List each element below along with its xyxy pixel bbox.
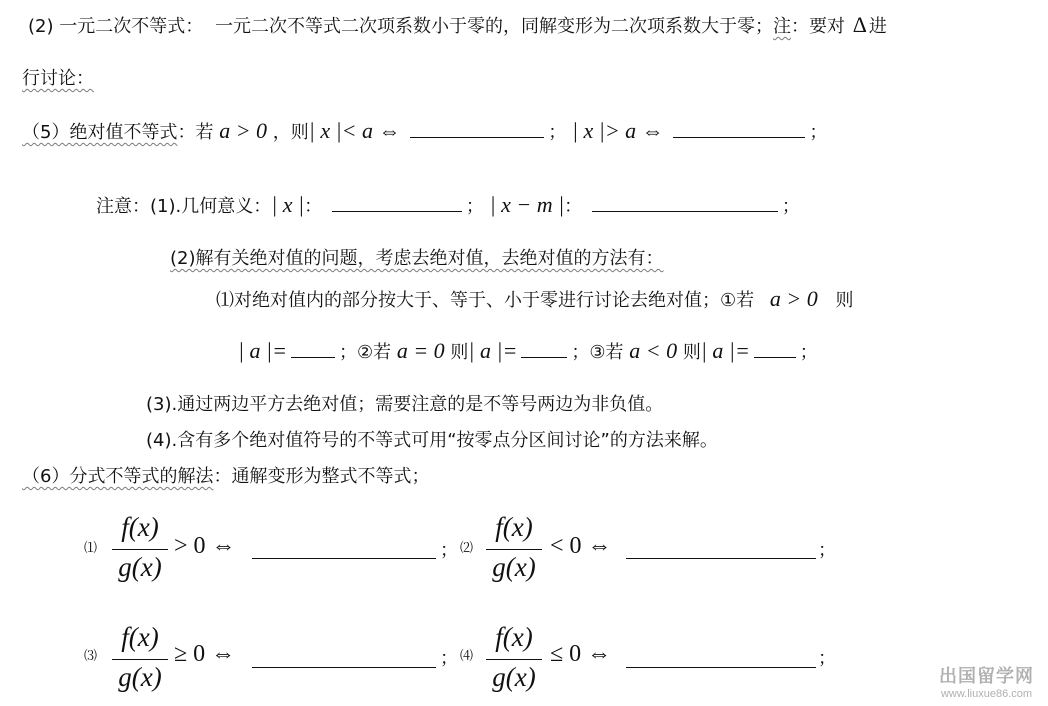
line-end: 进 — [868, 16, 887, 37]
delta-symbol: Δ — [852, 12, 867, 37]
line-zero-point-method — [146, 432, 718, 450]
then-text: 则 — [450, 342, 469, 363]
line-end: ； — [809, 122, 828, 143]
section-label: （6）分式不等式的解法 — [22, 466, 214, 487]
answer-blank — [592, 210, 778, 212]
fraction-item-1 — [84, 512, 464, 588]
line-end: ； — [440, 540, 458, 561]
condition-math: a = 0 — [396, 338, 445, 363]
line-end: ； — [781, 196, 800, 217]
note-prefix: 注意：(1).几何意义： — [96, 196, 272, 217]
line-case-discussion — [216, 288, 853, 310]
then-text: 则 — [835, 290, 854, 311]
relation-math: > 0 ⇔ — [174, 533, 236, 559]
numerator: f(x) — [121, 622, 159, 652]
abs-a-math: | a |= — [238, 338, 287, 363]
denominator: g(x) — [492, 662, 536, 692]
watermark-url: www.liuxue86.com — [940, 688, 1033, 700]
method-three-text: (3).通过两边平方去绝对值；需要注意的是不等号两边为非负值。 — [146, 394, 664, 415]
item-index: ⑶ — [84, 649, 98, 664]
note-label: 注 — [772, 16, 791, 37]
line-end: ； — [799, 342, 818, 363]
answer-blank — [410, 136, 544, 138]
line-quadratic-inequality — [28, 14, 887, 36]
item-number: (2) — [28, 16, 54, 37]
condition-math: a > 0 — [219, 118, 268, 143]
numerator: f(x) — [495, 512, 533, 542]
condition-prefix: ：若 — [177, 122, 214, 143]
condition-math: a < 0 — [629, 338, 678, 363]
item-index: ⑷ — [460, 649, 474, 664]
fraction-item-4 — [460, 622, 840, 698]
line-end: ； — [818, 540, 836, 561]
then-text: 则 — [682, 342, 701, 363]
answer-blank — [521, 356, 567, 358]
line-case-answers — [238, 340, 818, 362]
answer-blank — [626, 666, 816, 668]
method-four-text: (4).含有多个绝对值符号的不等式可用“按零点分区间讨论”的方法来解。 — [146, 430, 718, 451]
line-square-both-sides — [146, 396, 663, 414]
case-text: ⑴对绝对值内的部分按大于、等于、小于零进行讨论去绝对值；①若 — [216, 290, 755, 311]
abs-less-math: | x |< a ⇔ — [308, 118, 401, 143]
fraction-bar — [486, 659, 542, 660]
methods-text: (2)解有关绝对值的问题，考虑去绝对值，去绝对值的方法有： — [170, 248, 664, 269]
relation-math: ≤ 0 ⇔ — [550, 641, 612, 667]
fraction-item-3 — [84, 622, 464, 698]
fraction-bar — [486, 549, 542, 550]
line-geometric-meaning — [96, 194, 800, 216]
item-title: 一元二次不等式： — [59, 16, 204, 37]
abs-greater-math: | x |> a ⇔ — [571, 118, 664, 143]
fraction — [484, 622, 544, 698]
numerator: f(x) — [121, 512, 159, 542]
denominator: g(x) — [118, 662, 162, 692]
numerator: f(x) — [495, 622, 533, 652]
line-end: ； — [818, 648, 836, 669]
answer-blank — [754, 356, 796, 358]
watermark — [939, 662, 1034, 700]
abs-x-math: | x | — [271, 192, 305, 217]
condition-math: a > 0 — [769, 286, 818, 311]
answer-blank — [332, 210, 462, 212]
relation-math: < 0 ⇔ — [550, 533, 612, 559]
line-discussion — [22, 70, 94, 88]
item-text: 一元二次不等式二次项系数小于零的，同解变形为二次项系数大于零； — [214, 16, 773, 37]
case-three-prefix: ；③若 — [571, 342, 624, 363]
watermark-title: 出国留学网 — [939, 666, 1034, 687]
section-label: （5）绝对值不等式 — [22, 122, 178, 143]
continuation-text: 行讨论： — [22, 68, 94, 89]
answer-blank — [252, 666, 436, 668]
line-absolute-inequality — [22, 120, 827, 142]
abs-x-minus-m-math: | x − m | — [489, 192, 565, 217]
answer-blank — [291, 356, 335, 358]
fraction — [110, 622, 170, 698]
line-fraction-inequality — [22, 468, 429, 486]
denominator: g(x) — [118, 552, 162, 582]
relation-math: ≥ 0 ⇔ — [174, 641, 236, 667]
note-tail: ：要对 — [790, 16, 845, 37]
item-index: ⑴ — [84, 541, 98, 556]
fraction-item-2 — [460, 512, 840, 588]
then-text: ，则 — [272, 122, 309, 143]
answer-blank — [626, 557, 816, 559]
case-two-prefix: ；②若 — [338, 342, 392, 363]
separator: ； — [465, 196, 484, 217]
fraction — [110, 512, 170, 588]
line-remove-abs-methods — [170, 250, 664, 268]
fraction — [484, 512, 544, 588]
answer-blank — [673, 136, 805, 138]
line-end: ； — [440, 648, 458, 669]
item-index: ⑵ — [460, 541, 474, 556]
abs-a-math: | a |= — [700, 338, 750, 363]
separator: ； — [548, 122, 567, 143]
denominator: g(x) — [492, 552, 536, 582]
colon: ： — [564, 196, 583, 217]
colon: ： — [304, 196, 323, 217]
answer-blank — [252, 557, 436, 559]
fraction-bar — [112, 659, 168, 660]
abs-a-math: | a |= — [468, 338, 518, 363]
section-text: ：通解变形为整式不等式； — [213, 466, 430, 487]
fraction-bar — [112, 549, 168, 550]
